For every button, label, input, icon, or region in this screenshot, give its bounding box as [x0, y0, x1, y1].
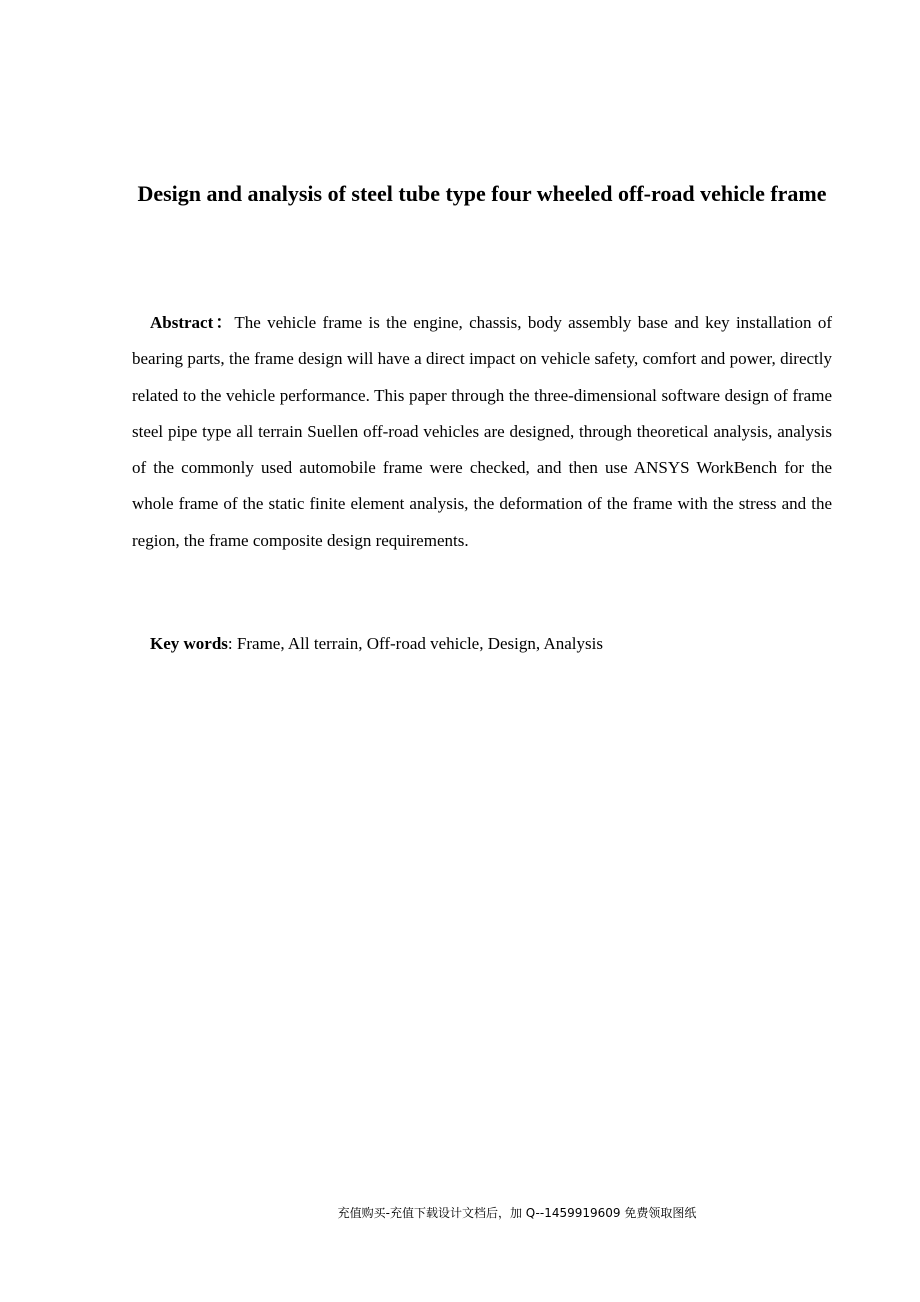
keywords-separator: :: [227, 634, 237, 653]
footer-note: 充值购买-充值下载设计文档后，加 Q--1459919609 免费领取图纸: [337, 1206, 697, 1220]
keywords-label: Key words: [150, 634, 228, 653]
abstract-paragraph: [132, 305, 832, 559]
keywords-text: Frame, All terrain, Off-road vehicle, Design, Analysis: [236, 634, 603, 653]
abstract-label: Abstract：: [150, 313, 235, 332]
keywords-line: [150, 630, 840, 658]
document-title: Design and analysis of steel tube type four wheeled off-road vehicle frame: [137, 181, 827, 206]
abstract-text: The vehicle frame is the engine, chassis, body assembly base and key installation of bearing parts, the frame design will have a direct impact on vehicle safety, comfort and power, directly related to the vehicle performance. This paper through the three-dimensional software design of frame steel pipe type all terrain Suellen off-road vehicles are designed, through theoretical analysis, analysis of the commonly used automobile frame were checked, and then use ANSYS WorkBench for the whole frame of the static finite element analysis, the deformation of the frame with the stress and the region, the frame composite design requirements.: [132, 313, 832, 550]
